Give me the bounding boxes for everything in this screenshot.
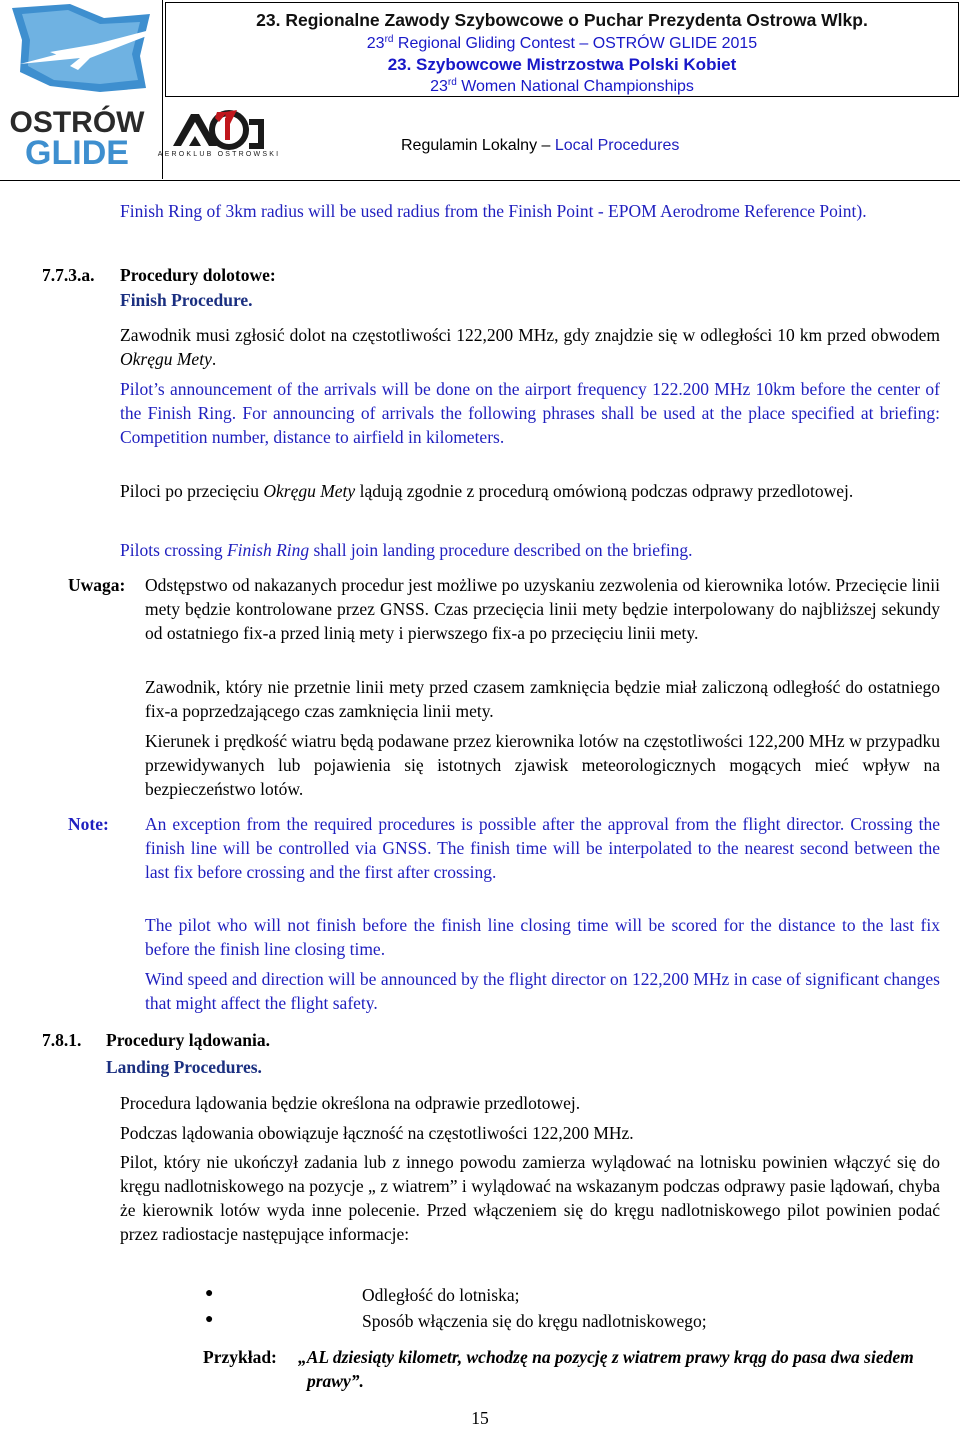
note-paragraph-2: The pilot who will not finish before the finish line closing time will be scored for the distance to the last fix before the finish line closing time. bbox=[145, 915, 940, 959]
page-header bbox=[0, 0, 960, 181]
header-title-box bbox=[165, 2, 959, 97]
uwaga-label: Uwaga: bbox=[68, 575, 126, 595]
title-women-english bbox=[166, 77, 958, 96]
landing-paragraph-3: Pilot, który nie ukończył zadania lub z innego powodu zamierza wylądować na lotnisku powinien włączyć się do kręgu nadlotniskowego na pozycje „ z wiatrem” i wylądować na wskazanym podczas odprawy pasie lądowań, chyba że kierownik lotów wyda inne polecenie. Przed włączeniem się do kręgu nadlotniskowego pilot powinien podać przez radiostacje następujące informacje: bbox=[120, 1152, 940, 1244]
title-polish: 23. Regionalne Zawody Szybowcowe o Puchar Prezydenta Ostrowa Wlkp. bbox=[256, 10, 868, 30]
aeroklub-logo bbox=[157, 108, 281, 164]
example-text: „AL dziesiąty kilometr, wchodzę na pozycję z wiatrem prawy krąg do pasa dwa siedem prawy”. bbox=[298, 1347, 914, 1391]
bullet-icon: ● bbox=[205, 1286, 214, 1301]
regulamin-pl: Regulamin Lokalny bbox=[401, 137, 538, 154]
text-part: shall join landing procedure described on the briefing. bbox=[309, 540, 693, 560]
intro-english: Finish Ring of 3km radius will be used radius from the Finish Point - EPOM Aerodrome Reference Point). bbox=[120, 201, 867, 221]
text-italic: Okręgu Mety bbox=[120, 349, 212, 369]
note-paragraph-1: An exception from the required procedures is possible after the approval from the flight director. Crossing the finish line will be controlled via GNSS. The finish time will be interpolated to the nearest second between the last fix before crossing and the first after crossing. bbox=[145, 814, 940, 882]
landing-after-ring-pl bbox=[120, 479, 940, 503]
list-item: Sposób włączenia się do kręgu nadlotniskowego; bbox=[362, 1311, 707, 1331]
text-part: Piloci po przecięciu bbox=[120, 481, 264, 501]
uwaga-paragraph-3: Kierunek i prędkość wiatru będą podawane przez kierownika lotów na częstotliwości 122,200 MHz w przypadku przewidywanych lub pojawienia się istotnych zjawisk meteorologicznych mogących mieć wpływ na bezpieczeństwo lotów. bbox=[145, 731, 940, 799]
regulamin-sep: – bbox=[537, 137, 555, 154]
text-part: lądują zgodnie z procedurą omówioną podczas odprawy przedlotowej. bbox=[355, 481, 854, 501]
landing-after-ring-en bbox=[120, 538, 940, 562]
uwaga-paragraph-2: Zawodnik, który nie przetnie linii mety przed czasem zamknięcia będzie miał zaliczoną odległość do ostatniego fix-a poprzedzającego czas zamknięcia linii mety. bbox=[145, 677, 940, 721]
text-part: Pilots crossing bbox=[120, 540, 227, 560]
text-italic: Finish Ring bbox=[226, 540, 310, 560]
logo-text-glide: GLIDE bbox=[25, 134, 129, 172]
regulamin-en: Local Procedures bbox=[554, 137, 680, 154]
text-part: . bbox=[211, 349, 217, 369]
title-women-rest: Women National Championships bbox=[456, 78, 694, 95]
landing-paragraph-1: Procedura lądowania będzie określona na odprawie przedlotowej. bbox=[120, 1093, 581, 1113]
title-english-sup: rd bbox=[384, 34, 394, 45]
title-english bbox=[166, 34, 958, 53]
title-women-num: 23 bbox=[430, 78, 448, 95]
finish-procedure-en: Pilot’s announcement of the arrivals will be done on the airport frequency 122.200 MHz 10km before the center of the Finish Ring. For announcing of arrivals the following phrases shall be used at the place specified at briefing: Competition number, distance to airfield in kilometers. bbox=[120, 379, 940, 447]
section-7-8-1-title: Procedury lądowania. bbox=[106, 1030, 270, 1050]
aeroklub-text: AEROKLUB OSTROWSKI bbox=[157, 151, 281, 158]
uwaga-paragraph-1: Odstępstwo od nakazanych procedur jest możliwe po uzyskaniu zezwolenia od kierownika lotów. Przecięcie linii mety będzie kontrolowane przez GNSS. Czas przecięcia linii mety będzie interpolowany do najbliższej sekundy od ostatniego fix-a przed linią mety i pierwszego fix-a po przecięciu linii mety. bbox=[145, 575, 940, 643]
logo-text-ostrow: OSTRÓW bbox=[9, 106, 145, 139]
finish-procedure-pl bbox=[120, 323, 940, 371]
section-7-7-3-a-number: 7.7.3.a. bbox=[42, 265, 95, 285]
note-paragraph-3: Wind speed and direction will be announced by the flight director on 122,200 MHz in case of significant changes that might affect the flight safety. bbox=[145, 969, 940, 1013]
title-women-polish: 23. Szybowcowe Mistrzostwa Polski Kobiet bbox=[387, 55, 737, 74]
header-title-area bbox=[157, 0, 960, 179]
note-label: Note: bbox=[68, 814, 109, 834]
section-7-7-3-a-title-en: Finish Procedure. bbox=[120, 290, 253, 310]
text-italic: Okręgu Mety bbox=[263, 481, 356, 501]
landing-paragraph-2: Podczas lądowania obowiązuje łączność na częstotliwości 122,200 MHz. bbox=[120, 1123, 634, 1143]
title-english-rest: Regional Gliding Contest – OSTRÓW GLIDE 2015 bbox=[393, 35, 758, 52]
page-number: 15 bbox=[471, 1408, 489, 1428]
text-part: Zawodnik musi zgłosić dolot na częstotliwości 122,200 MHz, gdy znajdzie się w odległości 10 km przed obwodem bbox=[120, 325, 940, 345]
title-women-sup: rd bbox=[447, 77, 457, 88]
example-label: Przykład: bbox=[203, 1347, 277, 1367]
ostrow-glide-logo bbox=[0, 0, 163, 179]
glider-map-icon bbox=[0, 0, 162, 179]
section-7-8-1-title-en: Landing Procedures. bbox=[106, 1057, 262, 1077]
section-7-8-1-number: 7.8.1. bbox=[42, 1030, 82, 1050]
title-english-num: 23 bbox=[366, 35, 385, 52]
list-item: Odległość do lotniska; bbox=[362, 1285, 520, 1305]
section-7-7-3-a-title: Procedury dolotowe: bbox=[120, 265, 276, 285]
bullet-icon: ● bbox=[205, 1312, 214, 1327]
regulamin-label bbox=[401, 137, 679, 155]
